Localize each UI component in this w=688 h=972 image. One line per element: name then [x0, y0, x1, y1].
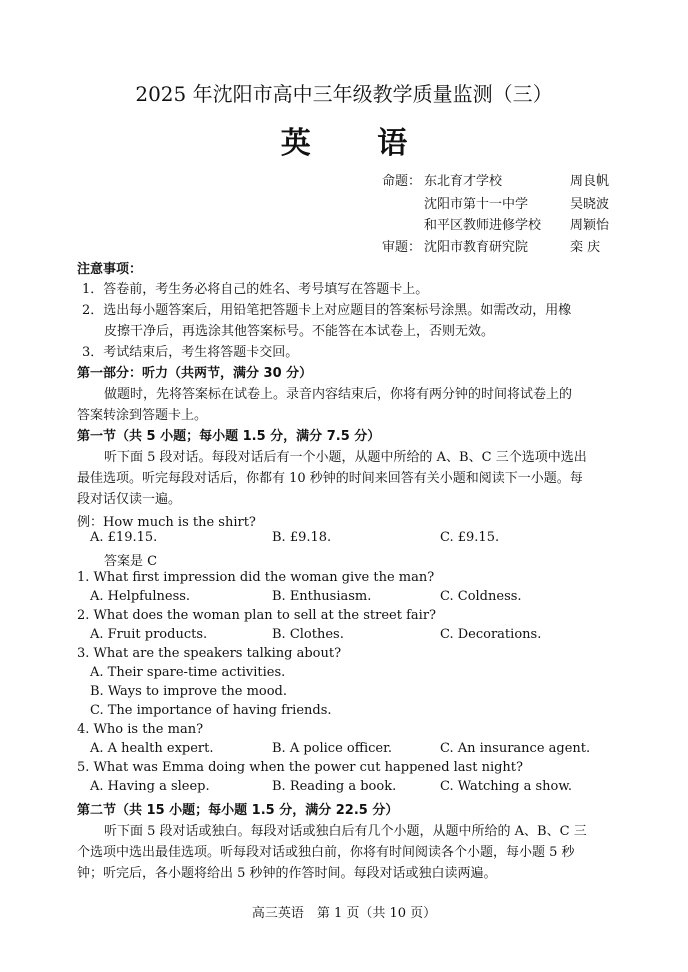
part1-heading: 第一部分：听力（共两节，满分 30 分）	[77, 366, 313, 381]
option-b: B. Reading a book.	[272, 779, 397, 794]
part1-intro: 做题时，先将答案标在试卷上。录音内容结束后，你将有两分钟的时间将试卷上的	[104, 387, 573, 402]
question: 2. What does the woman plan to sell at the street fair?	[77, 608, 436, 623]
section2-intro: 钟；听完后，各小题将给出 5 秒钟的作答时间。每段对话或独白读两遍。	[77, 866, 497, 881]
section2-intro: 个选项中选出最佳选项。听每段对话或独白前，你将有时间阅读各个小题，每小题 5 秒	[77, 845, 575, 860]
example-answer: 答案是 C	[104, 554, 158, 569]
option-b: B. Clothes.	[272, 627, 344, 642]
author-name: 吴晓波	[570, 197, 610, 212]
section1-heading: 第一节（共 5 小题；每小题 1.5 分，满分 7.5 分）	[77, 429, 381, 444]
notice-item: 1．答卷前，考生务必将自己的姓名、考号填写在答题卡上。	[82, 282, 429, 297]
notice-item-cont: 皮擦干净后，再选涂其他答案标号。不能答在本试卷上，否则无效。	[104, 324, 495, 339]
section2-heading: 第二节（共 15 小题；每小题 1.5 分，满分 22.5 分）	[77, 803, 399, 818]
section1-intro: 最佳选项。听完每段对话后，你都有 10 秒钟的时间来回答有关小题和阅读下一小题。每	[77, 471, 583, 486]
option-b: B. A police officer.	[272, 741, 393, 756]
notice-item: 2．选出每小题答案后，用铅笔把答题卡上对应题目的答案标号涂黑。如需改动，用橡	[82, 303, 572, 318]
example-option-b: B. £9.18.	[272, 530, 332, 545]
reviewer-name: 栾 庆	[570, 240, 601, 255]
example-question: 例：How much is the shirt?	[77, 515, 256, 530]
option-c: C. Watching a show.	[440, 779, 573, 794]
example-option-c: C. £9.15.	[440, 530, 500, 545]
example-option-a: A. £19.15.	[90, 530, 158, 545]
option-a: A. Their spare-time activities.	[90, 665, 286, 680]
option-c: C. The importance of having friends.	[90, 703, 332, 718]
part1-intro: 答案转涂到答题卡上。	[77, 408, 208, 423]
option-c: C. Coldness.	[440, 589, 522, 604]
question: 5. What was Emma doing when the power cut happened last night?	[77, 760, 523, 775]
author-org: 和平区教师进修学校	[424, 218, 542, 233]
option-a: A. Fruit products.	[90, 627, 208, 642]
notice-heading: 注意事项：	[77, 262, 143, 277]
notice-item: 3．考试结束后，考生将答题卡交回。	[82, 345, 299, 360]
question: 3. What are the speakers talking about?	[77, 646, 342, 661]
reviewer-org: 沈阳市教育研究院	[424, 240, 529, 255]
author-name: 周颖怡	[570, 218, 610, 233]
option-a: A. Helpfulness.	[90, 589, 191, 604]
option-b: B. Enthusiasm.	[272, 589, 372, 604]
reviewer-role: 审题：	[382, 240, 422, 255]
option-a: A. A health expert.	[90, 741, 214, 756]
author-org: 东北育才学校	[424, 174, 503, 189]
subject-title: 英 语	[280, 126, 436, 161]
author-role: 命题：	[382, 174, 422, 189]
option-c: C. Decorations.	[440, 627, 542, 642]
section2-intro: 听下面 5 段对话或独白。每段对话或独白后有几个小题，从题中所给的 A、B、C 三	[104, 824, 587, 839]
option-a: A. Having a sleep.	[90, 779, 210, 794]
exam-title: 2025 年沈阳市高中三年级教学质量监测（三）	[135, 82, 553, 106]
question: 1. What first impression did the woman give the man?	[77, 570, 435, 585]
option-c: C. An insurance agent.	[440, 741, 591, 756]
section1-intro: 段对话仅读一遍。	[77, 492, 182, 507]
author-org: 沈阳市第十一中学	[424, 197, 529, 212]
option-b: B. Ways to improve the mood.	[90, 684, 288, 699]
question: 4. Who is the man?	[77, 722, 204, 737]
author-name: 周良帆	[570, 174, 610, 189]
page-footer: 高三英语 第 1 页（共 10 页）	[251, 906, 437, 921]
section1-intro: 听下面 5 段对话。每段对话后有一个小题，从题中所给的 A、B、C 三个选项中选出	[104, 450, 587, 465]
